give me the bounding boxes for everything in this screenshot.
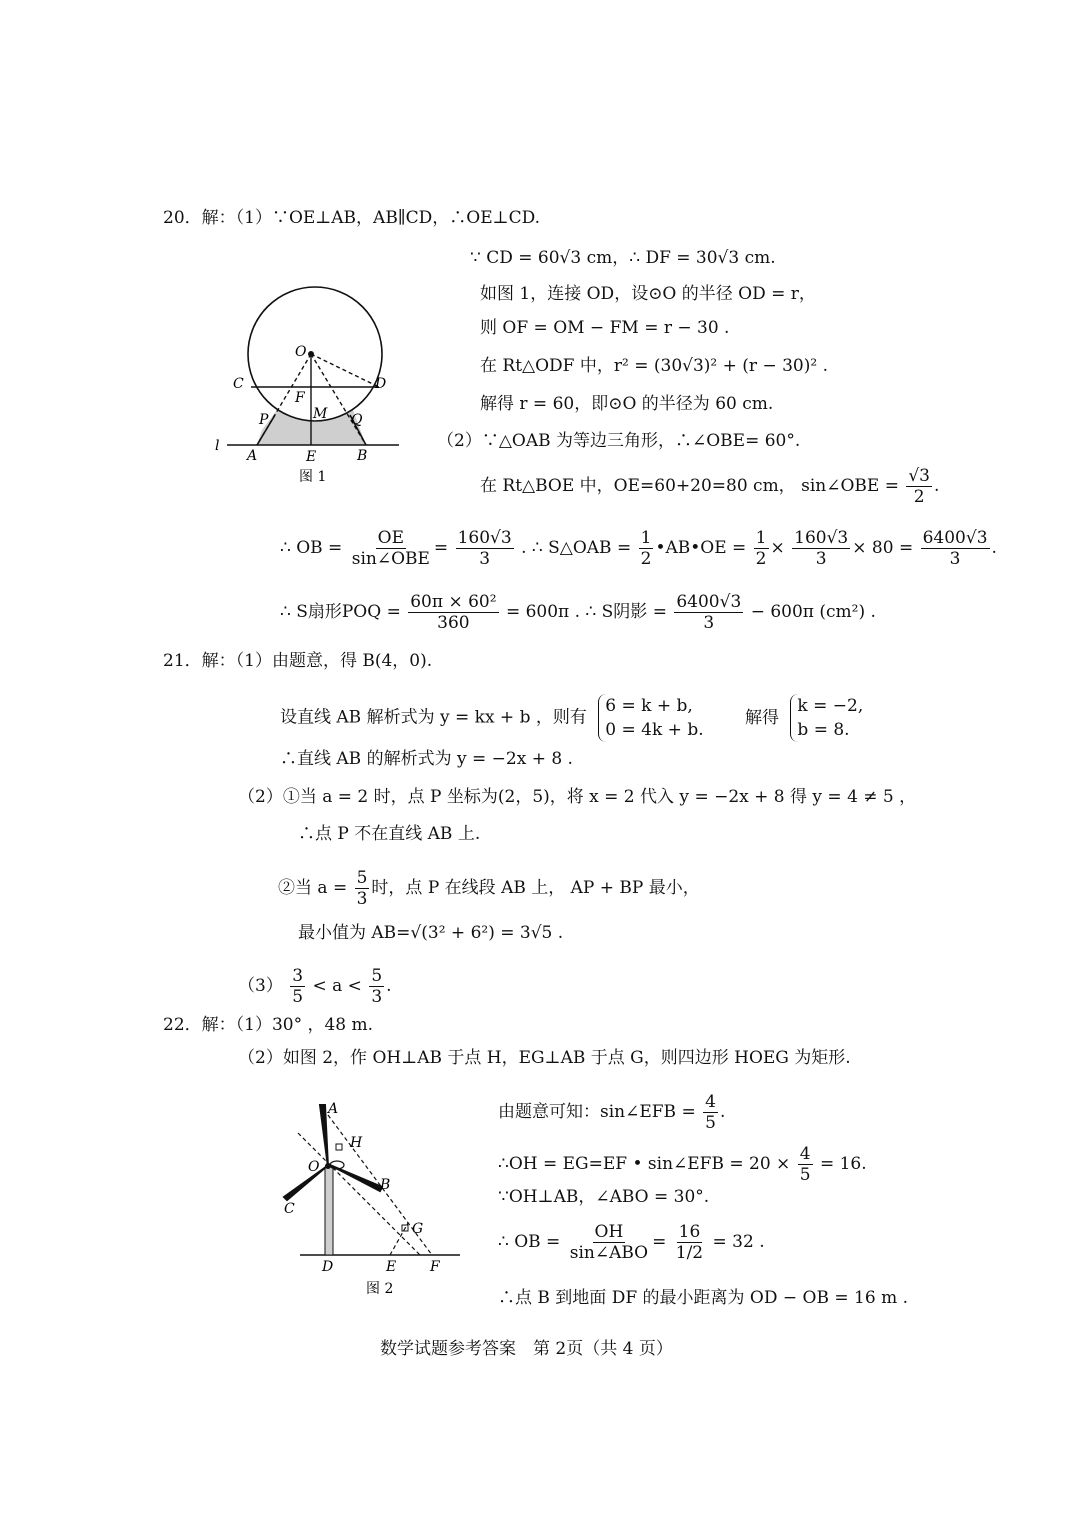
label-b: B [380, 1177, 391, 1193]
q22-sin-line: 由题意可知：sin∠EFB = $\frac{4}{5}$ . [498, 1092, 726, 1133]
q20-ob-line: ∴ OB = $\frac{OE}{\text{sin∠OBE}}$ = $\frac{160√3}{3}$ . ∴ S△OAB = $\frac{1}{2}$ •AB•OE = $\frac{1}{2}$ × $\frac{160√3}{3}$ × 80 = $\frac{6400√3}{3}$ . [280, 528, 997, 569]
q20-line-cd: ∵ CD = 60√3 cm，∴ DF = 30√3 cm. [470, 248, 776, 268]
label-d: D [375, 376, 387, 392]
segment-od [311, 354, 379, 387]
q22-perp-line: ∵OH⊥AB，∠ABO = 30°. [498, 1187, 710, 1207]
label-c: C [284, 1201, 295, 1217]
q20-line-of: 则 OF = OM − FM = r − 30 . [480, 318, 730, 338]
system-1: 6 = k + b, 0 = 4k + b. [598, 694, 703, 742]
q22-heading: 22．解：（1）30° ，48 m. [163, 1015, 374, 1035]
blade-oc [284, 1167, 326, 1200]
figure-1 [205, 280, 405, 495]
label-c: C [233, 376, 244, 392]
label-o: O [308, 1159, 320, 1175]
label-g: G [412, 1221, 424, 1237]
label-b: B [357, 448, 368, 464]
tower-od [325, 1167, 333, 1255]
label-o: O [295, 344, 307, 360]
figure-2 [270, 1095, 470, 1300]
q21-part2-2: ②当 a = $\frac{5}{3}$ 时，点 P 在线段 AB 上， AP + BP 最小， [278, 868, 700, 909]
q20-sin-line: 在 Rt△BOE 中，OE=60+20=80 cm， sin∠OBE = $\frac{√3}{2}$ . [480, 466, 940, 507]
q22-final-line: ∴点 B 到地面 DF 的最小距离为 OD − OB = 16 m . [498, 1288, 908, 1308]
q20-part2-line: （2）∵△OAB 为等边三角形，∴∠OBE= 60°. [437, 431, 801, 451]
label-a: A [328, 1101, 339, 1117]
page-footer: 数学试题参考答案 第 2页（共 4 页） [380, 1339, 673, 1359]
q22-oh-line: ∴OH = EG=EF • sin∠EFB = 20 × $\frac{4}{5}$ = 16. [498, 1144, 867, 1185]
figure-1-caption: 图 1 [299, 469, 327, 485]
label-q: Q [351, 412, 363, 428]
system-2: k = −2, b = 8. [790, 694, 863, 742]
q22-ob-line: ∴ OB = $\frac{OH}{\text{sin∠ABO}}$ = $\frac{16}{1/2}$ = 32 . [498, 1222, 765, 1263]
label-d: D [322, 1259, 334, 1275]
label-h: H [350, 1135, 363, 1151]
label-m: M [313, 406, 328, 422]
q21-part3: （3） $\frac{3}{5}$ < a < $\frac{5}{3}$ . [238, 966, 392, 1007]
blade-oa [320, 1105, 328, 1167]
q20-line-connect: 如图 1，连接 OD，设⊙O 的半径 OD = r， [480, 284, 816, 304]
q20-heading: 20．解：（1）∵OE⊥AB，AB∥CD，∴OE⊥CD. [163, 208, 541, 228]
label-f: F [430, 1259, 440, 1275]
q20-line-rt: 在 Rt△ODF 中，r² = (30√3)² + (r − 30)² . [480, 356, 828, 376]
q20-line-solve: 解得 r = 60，即⊙O 的半径为 60 cm. [480, 394, 774, 414]
q21-line-result: ∴直线 AB 的解析式为 y = −2x + 8 . [280, 749, 573, 769]
circle-o [248, 287, 382, 421]
label-e: E [306, 449, 317, 465]
label-l: l [215, 438, 220, 454]
label-e: E [386, 1259, 397, 1275]
q21-system-line: 设直线 AB 解析式为 y = kx + b ，则有 6 = k + b, 0 = 4k + b. 解得 k = −2, b = 8. [280, 696, 864, 740]
label-a: A [247, 448, 258, 464]
q21-min-line: 最小值为 AB=√(3² + 6²) = 3√5 . [298, 923, 564, 943]
label-f: F [295, 390, 305, 406]
q20-sector-line: ∴ S扇形POQ = $\frac{\text{60π × 60²}}{360}$ = 600π . ∴ S阴影 = $\frac{6400√3}{3}$ − 600π (cm²) . [280, 592, 876, 633]
q22-part2-line: （2）如图 2，作 OH⊥AB 于点 H，EG⊥AB 于点 G，则四边形 HOEG 为矩形. [238, 1048, 851, 1068]
dashed-line-ab [298, 1133, 420, 1255]
q21-heading: 21．解：（1）由题意，得 B(4，0). [163, 651, 433, 671]
q21-part2-1: （2）①当 a = 2 时，点 P 坐标为(2，5)，将 x = 2 代入 y = −2x + 8 得 y = 4 ≠ 5 ， [238, 787, 917, 807]
q21-part2-1b: ∴点 P 不在直线 AB 上. [298, 824, 481, 844]
figure-2-caption: 图 2 [366, 1281, 394, 1297]
label-p: P [259, 412, 269, 428]
